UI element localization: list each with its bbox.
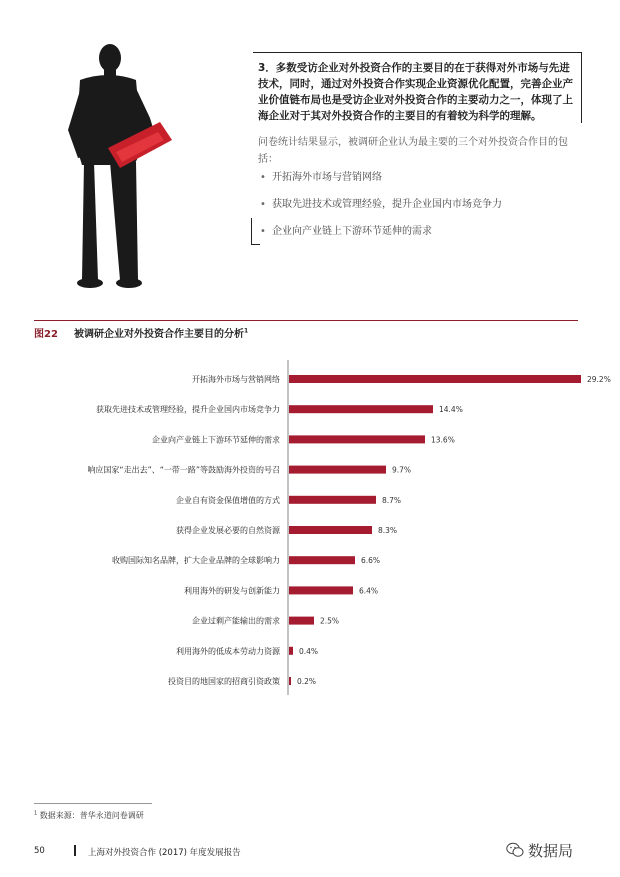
value-label: 0.2%	[297, 677, 317, 686]
category-label: 企业过剩产能输出的需求	[192, 616, 280, 626]
page-number: 50	[34, 846, 45, 856]
footer-divider	[74, 845, 76, 856]
bullet-dot-icon: •	[260, 226, 266, 237]
category-label: 开拓海外市场与营销网络	[192, 375, 280, 384]
value-label: 6.4%	[359, 586, 379, 596]
footnote	[34, 810, 144, 821]
category-label: 企业向产业链上下游环节延伸的需求	[152, 435, 280, 445]
bar	[289, 466, 386, 474]
category-label: 响应国家“走出去”、“一带一路”等鼓励海外投资的号召	[87, 465, 280, 475]
value-label: 0.4%	[299, 646, 319, 656]
bullet-bracket	[251, 218, 260, 245]
figure-number: 图22	[34, 329, 58, 340]
value-label: 2.5%	[320, 616, 340, 626]
bullet-item	[258, 224, 588, 239]
bar	[289, 405, 433, 413]
bullet-text: 企业向产业链上下游环节延伸的需求	[272, 226, 432, 237]
value-label: 8.7%	[382, 495, 402, 505]
bar	[289, 375, 581, 383]
category-label: 获取先进技术或管理经验，提升企业国内市场竞争力	[96, 405, 280, 415]
bar	[289, 586, 353, 594]
figure-header	[34, 320, 578, 341]
intro-paragraph: 3．多数受访企业对外投资合作的主要目的在于获得对外市场与先进技术，同时，通过对外投资合作实现企业资源优化配置，完善企业产业价值链布局也是受访企业对外投资合作的主要动力之一，体现了上海企业对于其对外投资合作的主要目的有着较为科学的理解。	[258, 62, 573, 122]
bullet-dot-icon: •	[260, 199, 266, 210]
bullet-dot-icon: •	[260, 172, 266, 183]
bar	[289, 556, 355, 564]
footnote-sup: 1	[34, 810, 38, 817]
figure-title-text: 被调研企业对外投资合作主要目的分析	[74, 329, 244, 340]
category-label: 收购国际知名品牌，扩大企业品牌的全球影响力	[112, 556, 280, 566]
category-label: 利用海外的低成本劳动力资源	[176, 646, 280, 656]
category-label: 企业自有资金保值增值的方式	[176, 495, 280, 505]
bullet-item	[258, 170, 588, 185]
footnote-divider	[34, 803, 152, 804]
bar	[289, 677, 291, 685]
body-paragraph: 问卷统计结果显示，被调研企业认为最主要的三个对外投资合作目的包括：	[258, 137, 568, 165]
bullet-item	[258, 197, 588, 212]
watermark-text: 数据局	[528, 842, 574, 860]
value-label: 14.4%	[439, 405, 463, 415]
figure-title-sup: 1	[244, 327, 249, 335]
category-label: 利用海外的研发与创新能力	[184, 586, 280, 596]
bar	[289, 435, 425, 443]
bar	[289, 647, 293, 655]
bar	[289, 496, 376, 504]
businessman-silhouette	[38, 40, 178, 290]
value-label: 29.2%	[587, 375, 611, 384]
value-label: 8.3%	[378, 526, 398, 535]
bullet-text: 开拓海外市场与营销网络	[272, 172, 382, 183]
value-label: 6.6%	[361, 556, 381, 566]
bullet-text: 获取先进技术或管理经验，提升企业国内市场竞争力	[272, 199, 502, 210]
value-label: 13.6%	[431, 435, 455, 445]
footnote-text: 数据来源：普华永道问卷调研	[39, 811, 144, 820]
category-label: 投资目的地国家的招商引资政策	[168, 677, 280, 686]
wechat-icon	[506, 842, 524, 858]
bullet-list	[258, 170, 588, 251]
footer-title: 上海对外投资合作 (2017) 年度发展报告	[88, 848, 241, 858]
bar-chart	[0, 350, 620, 710]
category-label: 获得企业发展必要的自然资源	[176, 526, 280, 535]
figure-title	[74, 325, 248, 340]
bar	[289, 526, 372, 534]
bar	[289, 617, 314, 625]
value-label: 9.7%	[392, 465, 412, 475]
